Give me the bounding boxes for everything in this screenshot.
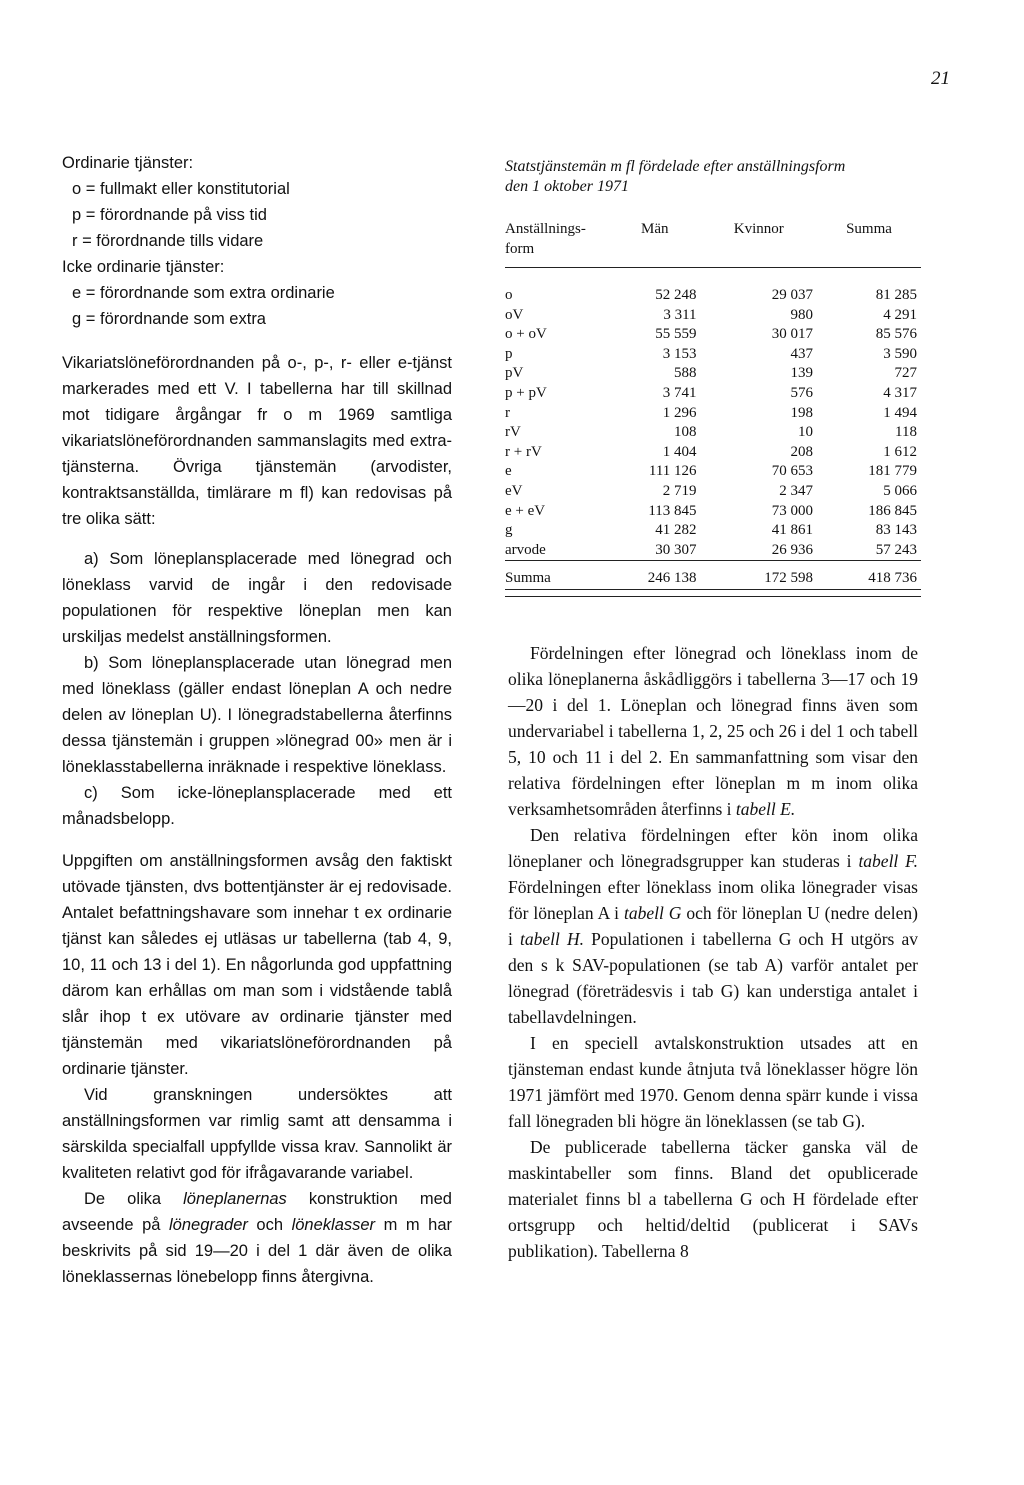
table-cell: 727 xyxy=(894,365,917,382)
left-column xyxy=(62,150,452,1290)
table-cell: 198 xyxy=(790,404,813,421)
table-row xyxy=(505,521,921,541)
table-cell: arvode xyxy=(505,541,546,558)
definitions-heading-non-ordinary: Icke ordinarie tjänster: xyxy=(62,258,225,276)
table-header-women: Kvinnor xyxy=(733,221,784,237)
paragraph-avtalskonstruktion: I en speciell avtalskonstruktion utsades att en tjänsteman endast kunde åtnjuta två löneklasser högre lön 1971 jämfört med 1970. Genom denna spärr kunde i vissa fall lönegraden bli högre än löneklassen (se tab G). xyxy=(508,1033,918,1131)
table-cell: 55 559 xyxy=(655,326,697,343)
table-cell: 73 000 xyxy=(771,502,813,519)
table-cell: 3 741 xyxy=(662,384,697,401)
table-cell: 30 307 xyxy=(655,541,697,558)
table-cell: 980 xyxy=(790,306,813,323)
table-cell: 29 037 xyxy=(771,287,813,303)
table-cell: 2 719 xyxy=(662,482,697,499)
table-cell: 108 xyxy=(674,424,697,441)
table-row xyxy=(505,384,921,404)
list-item-a: a) Som löneplansplacerade med lönegrad och löneklass varvid de ingår i den redovisade populationen för respektive löneplan men kan urskiljas medelst anställningsformen. xyxy=(62,550,452,646)
table-cell: 576 xyxy=(790,384,813,401)
table-caption: Statstjänstemän m fl fördelade efter anställningsform den 1 oktober 1971 xyxy=(505,158,846,195)
table-cell: 70 653 xyxy=(771,463,813,480)
definition-o: o = fullmakt eller konstitutorial xyxy=(72,180,290,198)
table-row xyxy=(505,541,921,561)
definition-r: r = förordnande tills vidare xyxy=(72,232,264,250)
table-cell: 588 xyxy=(674,365,697,382)
definitions-block xyxy=(62,150,452,332)
table-row xyxy=(505,325,921,345)
table-cell: 3 590 xyxy=(883,345,917,362)
table-cell: e + eV xyxy=(505,502,546,519)
table-cell: pV xyxy=(505,365,524,382)
table-cell: eV xyxy=(505,482,523,499)
table-cell: r xyxy=(505,404,510,421)
table-row xyxy=(505,502,921,522)
table-cell: 83 143 xyxy=(875,522,917,539)
table-cell: 3 311 xyxy=(663,306,697,323)
paragraph-anstallningsform: Uppgiften om anställningsformen avsåg den faktiskt utövade tjänsten, dvs bottentjänster är ej redovisade. Antalet befattningshavare som innehar t ex ordinarie tjänst kan således ej utläsas ur tabellerna (tab 4, 9, 10, 11 och 13 i del 1). En någorlunda god uppfattning därom kan erhållas om man som i vidstående tablå slår ihop t ex utövare av ordinarie tjänster med tjänstemän med vikariatslöneförordnanden på ordinarie tjänster. xyxy=(62,852,452,1078)
table-cell: oV xyxy=(505,306,524,323)
table-row xyxy=(505,345,921,365)
table-cell: o xyxy=(505,287,513,303)
table-bottom-rule xyxy=(505,589,921,596)
definition-p: p = förordnande på viss tid xyxy=(72,206,267,224)
table-body xyxy=(505,268,921,561)
table-cell: 5 066 xyxy=(883,482,917,499)
table-header-total: Summa xyxy=(846,221,892,237)
table-cell: 208 xyxy=(790,443,813,460)
table-row xyxy=(505,443,921,463)
table-cell: 57 243 xyxy=(875,541,917,558)
table-cell: 81 285 xyxy=(875,287,917,303)
table-cell: 1 296 xyxy=(662,404,697,421)
table-cell: 418 736 xyxy=(868,570,917,587)
table-cell: 113 845 xyxy=(648,502,697,519)
table-cell: 186 845 xyxy=(868,502,917,519)
table-row xyxy=(505,306,921,326)
table-cell: 2 347 xyxy=(779,482,813,499)
employment-form-table-block xyxy=(505,157,921,597)
table-row xyxy=(505,364,921,384)
paragraph-publicerade-tabeller: De publicerade tabellerna täcker ganska väl de maskintabeller som finns. Bland det opublicerade materialet finns bl a tabellerna G och H fördelade efter ortsgrupp och heltid/deltid (publicerat i SAVs publikation). Tabellerna 8 xyxy=(508,1137,918,1261)
table-header-form: Anställnings-form xyxy=(505,221,586,257)
paragraph-fordelning-lonegrad: Fördelningen efter lönegrad och löneklass inom de olika löneplanerna åskådliggörs i tabellerna 3—17 och 19—20 i del 1. Löneplan och lönegrad finns även som undervariabel i tabellerna 1, 2, 25 och 26 i del 1 och tabell 5, 10 och 11 i del 2. En sammanfattning som visar den relativa fördelningen efter löneplan m m inom olika verksamhetsområden återfinns i tabell E. xyxy=(508,643,918,819)
table-cell: g xyxy=(505,522,513,539)
list-item-b: b) Som löneplansplacerade utan lönegrad men med löneklass (gäller endast löneplan A och nedre delen av löneplan U). I lönegradstabellerna återfinns dessa tjänstemän i gruppen »lönegrad 00» men är i löneklasstabellerna inräknade i respektive löneklass. xyxy=(62,654,452,776)
table-cell: 1 612 xyxy=(883,443,917,460)
table-row xyxy=(505,268,921,306)
table-cell: 118 xyxy=(895,424,917,441)
table-cell: 111 126 xyxy=(648,463,697,480)
table-cell: 172 598 xyxy=(764,570,813,587)
definition-g: g = förordnande som extra xyxy=(72,310,266,328)
table-cell: 437 xyxy=(790,345,813,362)
paragraph-loneplaner: De olika löneplanernas konstruktion med avseende på lönegrader och löneklasser m m har beskrivits på sid 19—20 i del 1 där även de olika löneklassernas lönebelopp finns återgivna. xyxy=(62,1190,452,1286)
paragraph-granskning: Vid granskningen undersöktes att anställningsformen var rimlig samt att densamma i särskilda specialfall uppfyllde vissa krav. Sannolikt är kvaliteten relativt god för ifrågavarande variabel. xyxy=(62,1086,452,1182)
table-cell: p xyxy=(505,345,513,362)
table-cell: 139 xyxy=(790,365,813,382)
table-cell: 85 576 xyxy=(875,326,917,343)
right-column xyxy=(508,640,918,1264)
table-cell: e xyxy=(505,463,512,480)
table-cell: Summa xyxy=(505,570,551,587)
paragraph-vikariat: Vikariatslöneförordnanden på o-, p-, r- eller e-tjänst markerades med ett V. I tabellerna har till skillnad mot tidigare årgångar fr o m 1969 samtliga vikariatslöneförordnanden sammanslagits med extra-tjänsterna. Övriga tjänstemän (arvodister, kontraktsanställda, timlärare m fl) kan redovisas på tre olika sätt: xyxy=(62,354,452,528)
table-cell: 41 282 xyxy=(655,522,697,539)
table-row xyxy=(505,482,921,502)
table-row xyxy=(505,423,921,443)
table-cell: rV xyxy=(505,424,521,441)
table-cell: 4 291 xyxy=(883,306,917,323)
table-cell: 10 xyxy=(797,424,813,441)
table-cell: o + oV xyxy=(505,326,547,343)
list-item-c: c) Som icke-löneplansplacerade med ett månadsbelopp. xyxy=(62,784,452,828)
table-cell: 52 248 xyxy=(655,287,697,303)
table-row xyxy=(505,404,921,424)
table-cell: 3 153 xyxy=(662,345,697,362)
table-cell: p + pV xyxy=(505,384,547,401)
table-cell: 26 936 xyxy=(771,541,813,558)
table-total-row xyxy=(505,561,921,590)
table-cell: 4 317 xyxy=(883,384,917,401)
definitions-heading-ordinary: Ordinarie tjänster: xyxy=(62,154,194,172)
table-cell: 181 779 xyxy=(868,463,917,480)
table-cell: 246 138 xyxy=(647,570,697,587)
table-row xyxy=(505,462,921,482)
employment-form-table xyxy=(505,219,921,597)
table-header-men: Män xyxy=(641,221,669,237)
definition-e: e = förordnande som extra ordinarie xyxy=(72,284,335,302)
table-header-row xyxy=(505,219,921,268)
table-cell: r + rV xyxy=(505,443,542,460)
table-cell: 1 494 xyxy=(883,404,917,421)
page-number: 21 xyxy=(931,68,950,89)
table-cell: 30 017 xyxy=(771,326,813,343)
paragraph-fordelning-kon: Den relativa fördelningen efter kön inom olika löneplaner och lönegradsgrupper kan studeras i tabell F. Fördelningen efter löneklass inom olika lönegrader visas för löneplan A i tabell G och för löneplan U (nedre delen) i tabell H. Populationen i tabellerna G och H utgörs av den s k SAV-populationen (se tab A) varför antalet per lönegrad (företrädesvis i tab G) kan understiga antalet i tabellavdelningen. xyxy=(508,825,919,1027)
table-cell: 1 404 xyxy=(662,443,697,460)
table-cell: 41 861 xyxy=(771,522,813,539)
